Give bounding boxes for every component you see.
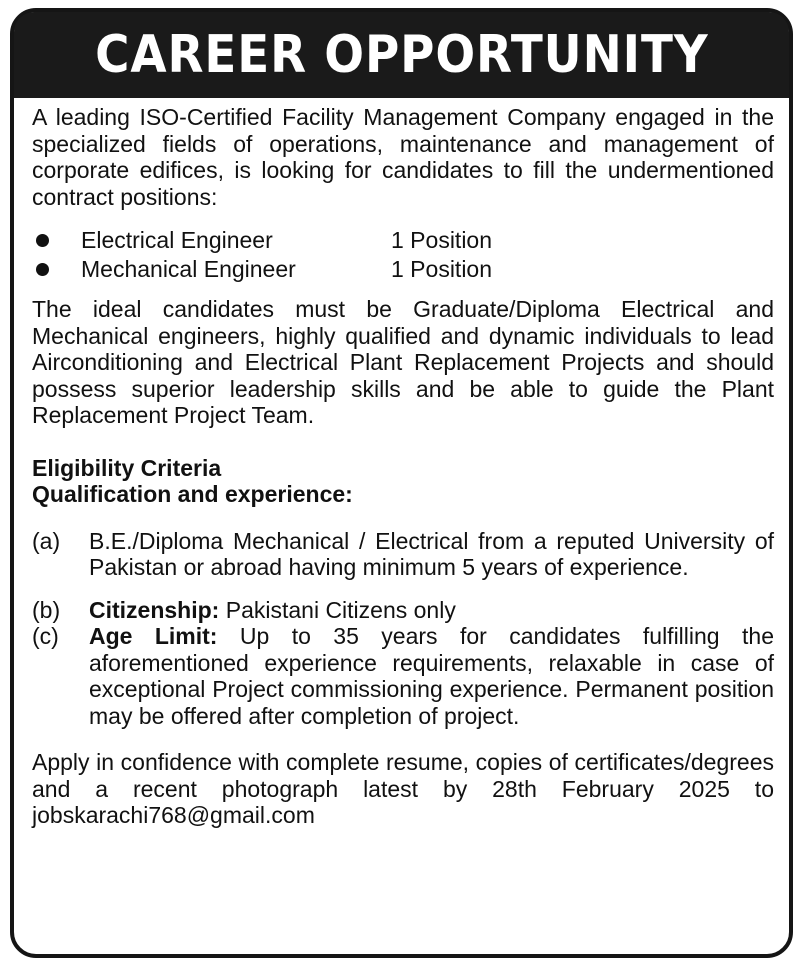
criteria-title: Citizenship: — [89, 596, 220, 623]
criteria-text: B.E./Diploma Mechanical / Electrical from a reputed University of Pakistan or abroad having minimum 5 years of experience. — [89, 527, 774, 580]
position-count: 1 Position — [391, 256, 493, 283]
list-item — [32, 255, 774, 284]
criteria-item-a — [32, 528, 774, 581]
eligibility-headings — [32, 455, 774, 508]
criteria-label: (b) — [32, 596, 61, 623]
position-title: Electrical Engineer — [81, 227, 273, 254]
list-item — [32, 226, 774, 255]
qualification-subheading: Qualification and experience: — [32, 481, 353, 507]
bullet-icon — [36, 263, 49, 276]
criteria-item-c — [32, 623, 774, 729]
bullet-icon — [36, 234, 49, 247]
criteria-item-b — [32, 597, 774, 624]
criteria-text-wrap — [89, 597, 774, 624]
position-count: 1 Position — [391, 227, 493, 254]
ad-body — [32, 104, 774, 829]
eligibility-heading: Eligibility Criteria — [32, 454, 222, 481]
header-banner — [14, 12, 789, 98]
criteria-text-wrap — [89, 623, 774, 729]
criteria-text: Up to 35 years for candidates fulfilling the aforementioned experience requirements, relaxable in case of exceptional Project commissioning experience. Permanent position may be offered after completion of project. — [89, 623, 774, 729]
intro-paragraph: A leading ISO-Certified Facility Management Company engaged in the specialized fields of operations, maintenance and management of corporate edifices, is looking for candidates to fill the undermentioned contract positions: — [32, 104, 774, 210]
page-title: CAREER OPPORTUNITY — [94, 25, 709, 85]
apply-paragraph: Apply in confidence with complete resume, copies of certificates/degrees and a recent photograph latest by 28th February 2025 to jobskarachi768@gmail.com — [32, 749, 774, 828]
position-title: Mechanical Engineer — [81, 256, 296, 283]
criteria-label: (a) — [32, 527, 61, 554]
criteria-title: Age Limit: — [89, 623, 218, 649]
criteria-text: Pakistani Citizens only — [219, 596, 456, 623]
advertisement-frame — [10, 8, 793, 958]
positions-list — [32, 226, 774, 284]
ideal-candidates-paragraph: The ideal candidates must be Graduate/Diploma Electrical and Mechanical engineers, highly qualified and dynamic individuals to lead Airconditioning and Electrical Plant Replacement Projects and should possess superior leadership skills and be able to guide the Plant Replacement Project Team. — [32, 296, 774, 428]
criteria-label: (c) — [32, 623, 59, 649]
